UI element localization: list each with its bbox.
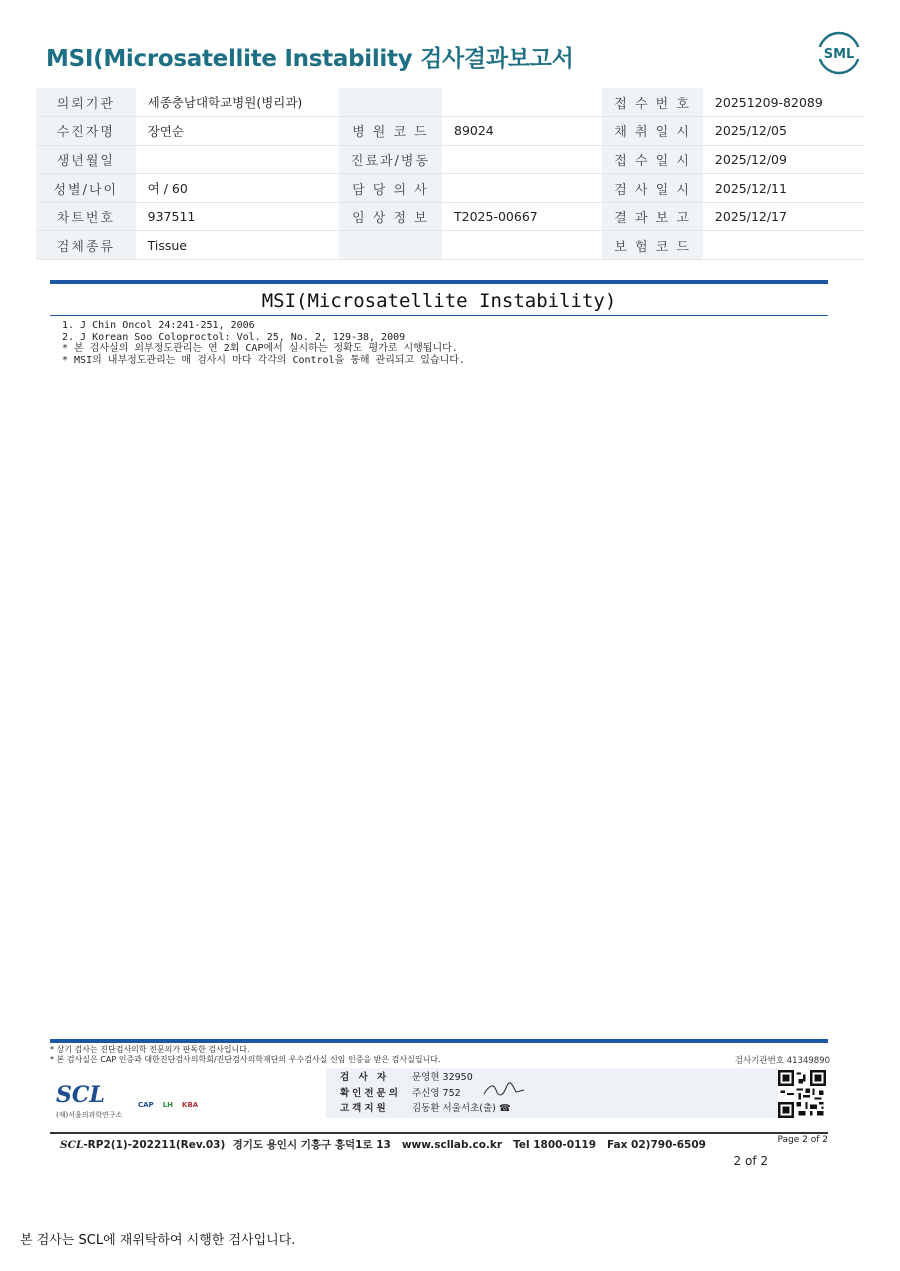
info-label: 접 수 일 시: [602, 145, 703, 174]
info-row: [36, 202, 864, 231]
info-row: [36, 174, 864, 203]
info-value: [703, 231, 864, 260]
info-value: [442, 88, 602, 117]
footer-note: * 상기 검사는 진단검사의학 전문의가 판독한 검사입니다.: [50, 1045, 250, 1054]
info-label: 임 상 정 보: [339, 202, 442, 231]
lab-fax: Fax 02)790-6509: [606, 1139, 706, 1151]
info-value: [442, 145, 602, 174]
footer-address-line: [60, 1137, 706, 1152]
staff-label: 검 사 자: [340, 1072, 390, 1083]
lab-signature-block: [50, 1068, 828, 1124]
info-row: [36, 231, 864, 260]
staff-label: 고객지원: [340, 1103, 389, 1114]
info-value: 20251209-82089: [703, 88, 864, 117]
footer-rule: [50, 1132, 828, 1134]
form-prefix: SCL: [60, 1139, 84, 1151]
info-label: 보 험 코 드: [602, 231, 703, 260]
info-value: 여 / 60: [136, 174, 339, 203]
staff-row-physician: [340, 1086, 764, 1102]
info-value: 장연순: [136, 117, 339, 146]
institution-code: 검사기관번호 41349890: [734, 1056, 830, 1066]
info-value: 세종충남대학교병원(병리과): [136, 88, 339, 117]
info-value: 2025/12/11: [703, 174, 864, 203]
staff-label: 확인전문의: [340, 1087, 401, 1099]
info-label: 생년월일: [36, 145, 136, 174]
lab-tel: Tel 1800-0119: [513, 1139, 597, 1151]
section-heading: MSI(Microsatellite Instability): [261, 290, 617, 312]
info-row: [36, 88, 864, 117]
page-info: Page 2 of 2: [777, 1135, 828, 1145]
info-value: [442, 231, 602, 260]
lh-badge: LH: [162, 1101, 174, 1109]
reference-line: * 본 검사실의 외부정도관리는 연 2회 CAP에서 실시하는 정확도 평가로 시행됩니다.: [62, 343, 458, 355]
reference-line: * MSI의 내부정도관리는 매 검사시 마다 각각의 Control을 통해 관리되고 있습니다.: [62, 354, 465, 366]
signature-image: [482, 1080, 526, 1100]
info-label: 접 수 번 호: [602, 88, 703, 117]
footer-notes: [50, 1045, 441, 1065]
sml-logo: [816, 30, 862, 76]
kba-badge: KBA: [182, 1101, 199, 1109]
cap-badge: CAP: [138, 1101, 154, 1109]
info-label: [339, 231, 442, 260]
page-count: 2 of 2: [733, 1154, 768, 1168]
info-row: [36, 145, 864, 174]
info-label: 진료과/병동: [339, 145, 442, 174]
sml-logo-text: SML: [823, 47, 855, 62]
info-value: 2025/12/09: [703, 145, 864, 174]
section-top-rule: [50, 280, 828, 284]
patient-info-table: [36, 88, 864, 260]
info-value: 89024: [442, 117, 602, 146]
info-value: T2025-00667: [442, 202, 602, 231]
info-label: 차트번호: [36, 202, 136, 231]
referral-note: 본 검사는 SCL에 재위탁하여 시행한 검사입니다.: [20, 1233, 296, 1248]
info-value: [136, 145, 339, 174]
info-value: 2025/12/17: [703, 202, 864, 231]
staff-row-tester: [340, 1070, 764, 1086]
scl-logo: SCL: [56, 1082, 105, 1108]
certification-badges: [136, 1100, 200, 1110]
info-label: 채 취 일 시: [602, 117, 703, 146]
section-heading-rule: [50, 315, 828, 316]
info-label: 결 과 보 고: [602, 202, 703, 231]
info-label: 성별/나이: [36, 174, 136, 203]
info-row: [36, 117, 864, 146]
info-value: [442, 174, 602, 203]
info-label: 검 사 일 시: [602, 174, 703, 203]
info-label: 병 원 코 드: [339, 117, 442, 146]
info-label: 의뢰기관: [36, 88, 136, 117]
lab-website: www.scllab.co.kr: [401, 1139, 503, 1151]
staff-box: [326, 1068, 778, 1118]
info-label: 담 당 의 사: [339, 174, 442, 203]
reference-line: 2. J Korean Soo Coloproctol: Vol. 25, No. 2, 129-38, 2009: [62, 331, 406, 343]
form-id: -RP2(1)-202211(Rev.03): [83, 1139, 226, 1151]
footer-note: * 본 검사실은 CAP 인증과 대한진단검사의학회/진단검사의학재단의 우수검사실 신임 인증을 받은 검사실입니다.: [50, 1055, 441, 1064]
staff-value: 문영현 32950: [412, 1072, 473, 1083]
info-value: Tissue: [136, 231, 339, 260]
info-value: 937511: [136, 202, 339, 231]
info-label: [339, 88, 442, 117]
report-title: MSI(Microsatellite Instability 검사결과보고서: [46, 46, 574, 72]
staff-value: 김동환 서울서초(출) ☎: [412, 1103, 511, 1114]
scl-subtitle: (재)서울의과학연구소: [56, 1111, 123, 1119]
info-value: 2025/12/05: [703, 117, 864, 146]
footer-top-rule: [50, 1039, 828, 1043]
staff-row-support: [340, 1101, 764, 1117]
reference-list: [62, 320, 465, 366]
info-label: 검체종류: [36, 231, 136, 260]
staff-value: 주신영 752: [412, 1087, 461, 1099]
lab-address: 경기도 용인시 기흥구 흥덕1로 13: [232, 1139, 391, 1151]
qr-code-icon: [778, 1070, 826, 1118]
reference-line: 1. J Chin Oncol 24:241-251, 2006: [62, 320, 255, 331]
info-label: 수진자명: [36, 117, 136, 146]
